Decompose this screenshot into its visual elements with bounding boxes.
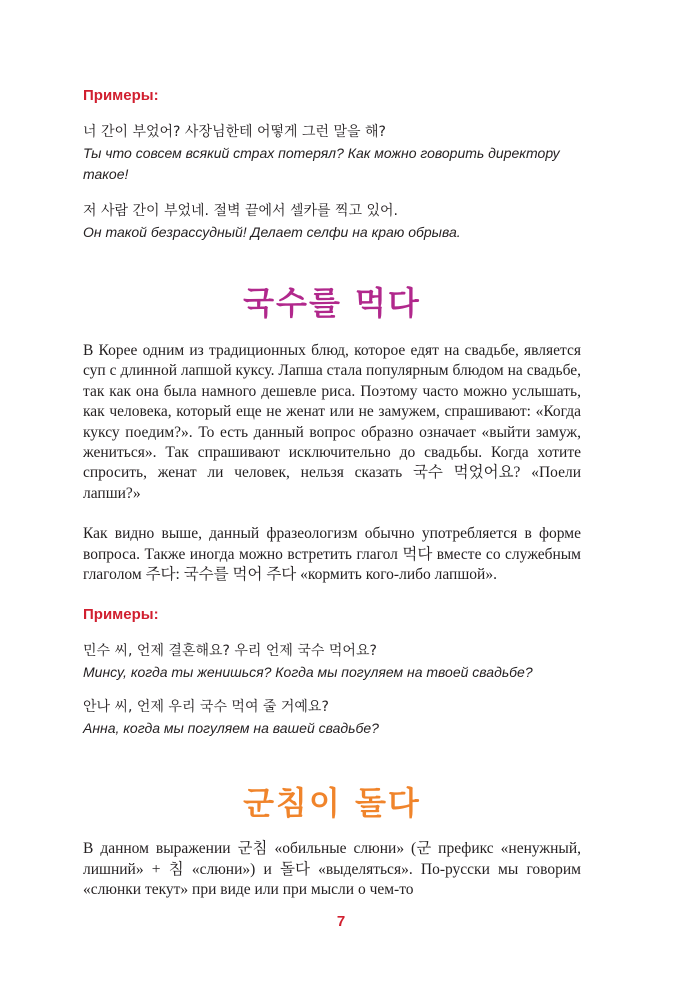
example-item [83,201,581,243]
example-korean: 저 사람 간이 부었네. 절벽 끝에서 셀카를 찍고 있어. [83,203,398,219]
example-translation: Анна, когда мы погуляем на вашей свадьбе? [83,720,379,737]
body-paragraph: Как видно выше, данный фразеологизм обычно употребляется в форме вопроса. Также иногда можно встретить глагол 먹다 вместе со служебным глаголом 주다: 국수를 먹어 주다 «кормить кого-либо лапшой». [83,525,581,584]
example-item [83,697,581,739]
examples-heading: Примеры: [83,606,159,624]
example-korean: 안나 씨, 언제 우리 국수 먹여 줄 거예요? [83,699,329,716]
body-paragraph: В данном выражении 군침 «обильные слюни» (군 префикс «ненужный, лишний» + 침 «слюни») и 돌다 «выделяться». По-русски мы говорим «слюнки текут» при виде или при мысли о чем-то [83,840,581,899]
example-item [83,122,581,185]
examples-heading: Примеры: [83,87,159,104]
example-item [83,641,581,683]
page-number: 7 [336,913,346,930]
page-content [83,86,581,901]
body-paragraph: В Корее одним из традиционных блюд, которое едят на свадьбе, является суп с длинной лапшой куксу. Лапша стала популярным блюдом на свадьбе, так как она была намного дешевле риса. Поэтому часто можно услышать, как человека, который еще не женат или не замужем, спрашивают: «Когда куксу поедим?». То есть данный вопрос образно означает «выйти замуж, жениться». Так спрашивают исключительно до свадьбы. Когда хотите спросить, женат ли человек, нельзя сказать 국수 먹었어요? «Поели лапши?» [83,342,581,502]
section-title: 국수를 먹다 [243,284,421,322]
example-korean: 민수 씨, 언제 결혼해요? 우리 언제 국수 먹어요? [83,643,377,660]
section-title: 군침이 돌다 [243,784,421,823]
example-korean: 너 간이 부었어? 사장님한테 어떻게 그런 말을 해? [83,124,386,140]
example-translation: Минсу, когда ты женишься? Когда мы погуляем на твоей свадьбе? [83,664,533,681]
example-translation: Ты что совсем всякий страх потерял? Как можно говорить директору такое! [83,145,560,182]
example-translation: Он такой безрассудный! Делает селфи на краю обрыва. [83,224,461,240]
